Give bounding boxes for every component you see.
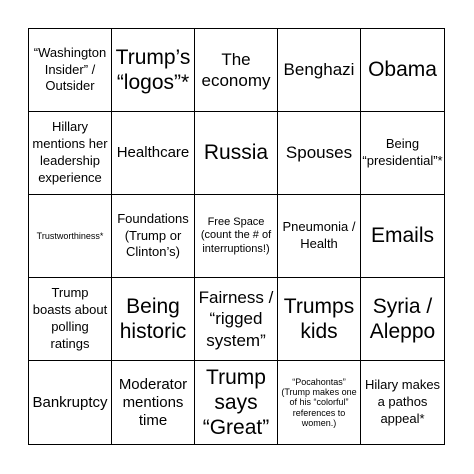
bingo-cell-text: Being historic [119, 294, 187, 343]
bingo-cell-r4c1[interactable] [29, 278, 112, 361]
bingo-cell-text: Being “presidential”* [362, 136, 443, 168]
bingo-cell-text: “Washington Insider” / Outsider [33, 44, 107, 94]
bingo-cell-r2c4[interactable] [278, 112, 361, 195]
bingo-cell-text: Benghazi [283, 60, 355, 80]
bingo-cell-text: Pneumonia / Health [282, 219, 356, 251]
bingo-cell-text: “Pocahontas” (Trump makes one of his “colorful” references to women.) [281, 376, 357, 429]
bingo-cell-r1c4[interactable] [278, 29, 361, 112]
bingo-cell-r4c2[interactable] [112, 278, 195, 361]
bingo-cell-r1c5[interactable] [361, 29, 444, 112]
bingo-cell-r1c1[interactable] [29, 29, 112, 112]
bingo-cell-text: Bankruptcy [32, 393, 108, 411]
bingo-cell-r4c5[interactable] [361, 278, 444, 361]
bingo-cell-text: Trump boasts about polling ratings [32, 285, 108, 351]
bingo-cell-r3c4[interactable] [278, 195, 361, 278]
bingo-cell-r4c3[interactable] [195, 278, 278, 361]
bingo-cell-text: Emails [370, 224, 434, 248]
bingo-cell-r2c2[interactable] [112, 112, 195, 195]
bingo-cell-r5c2[interactable] [112, 361, 195, 444]
bingo-cell-r1c3[interactable] [195, 29, 278, 112]
bingo-cell-r5c4[interactable] [278, 361, 361, 444]
bingo-cell-text: Trumps kids [283, 294, 355, 343]
bingo-cell-text: Obama [368, 58, 437, 82]
bingo-cell-text: Moderator mentions time [118, 375, 188, 429]
bingo-cell-r2c3[interactable] [195, 112, 278, 195]
bingo-cell-r5c5[interactable] [361, 361, 444, 444]
bingo-board [28, 28, 445, 445]
bingo-cell-text: Trump says “Great” [202, 365, 270, 440]
bingo-cell-r3c1[interactable] [29, 195, 112, 278]
bingo-cell-r2c5[interactable] [361, 112, 444, 195]
bingo-cell-r1c2[interactable] [112, 29, 195, 112]
bingo-cell-text: Spouses [285, 143, 353, 163]
bingo-cell-text: Foundations (Trump or Clinton’s) [117, 210, 189, 260]
bingo-cell-text: The economy [201, 49, 271, 90]
bingo-cell-text: Hillary mentions her leadership experience [32, 119, 108, 185]
bingo-cell-text: Fairness / “rigged system” [198, 288, 274, 350]
bingo-cell-r2c1[interactable] [29, 112, 112, 195]
bingo-cell-r5c3[interactable] [195, 361, 278, 444]
bingo-cell-r4c4[interactable] [278, 278, 361, 361]
bingo-cell-text: Trump’s “logos”* [115, 45, 191, 94]
bingo-cell-text: Trustworthiness* [36, 230, 104, 241]
bingo-cell-text: Russia [203, 141, 269, 165]
bingo-cell-r3c5[interactable] [361, 195, 444, 278]
bingo-cell-text: Hilary makes a pathos appeal* [364, 377, 441, 426]
bingo-cell-r3c2[interactable] [112, 195, 195, 278]
bingo-cell-text: Healthcare [116, 144, 190, 161]
bingo-cell-text: Syria / Aleppo [369, 294, 436, 343]
bingo-cell-r5c1[interactable] [29, 361, 112, 444]
bingo-cell-r3c3-free-space[interactable] [195, 195, 278, 278]
bingo-cell-text: Free Space (count the # of interruptions!) [200, 216, 272, 255]
